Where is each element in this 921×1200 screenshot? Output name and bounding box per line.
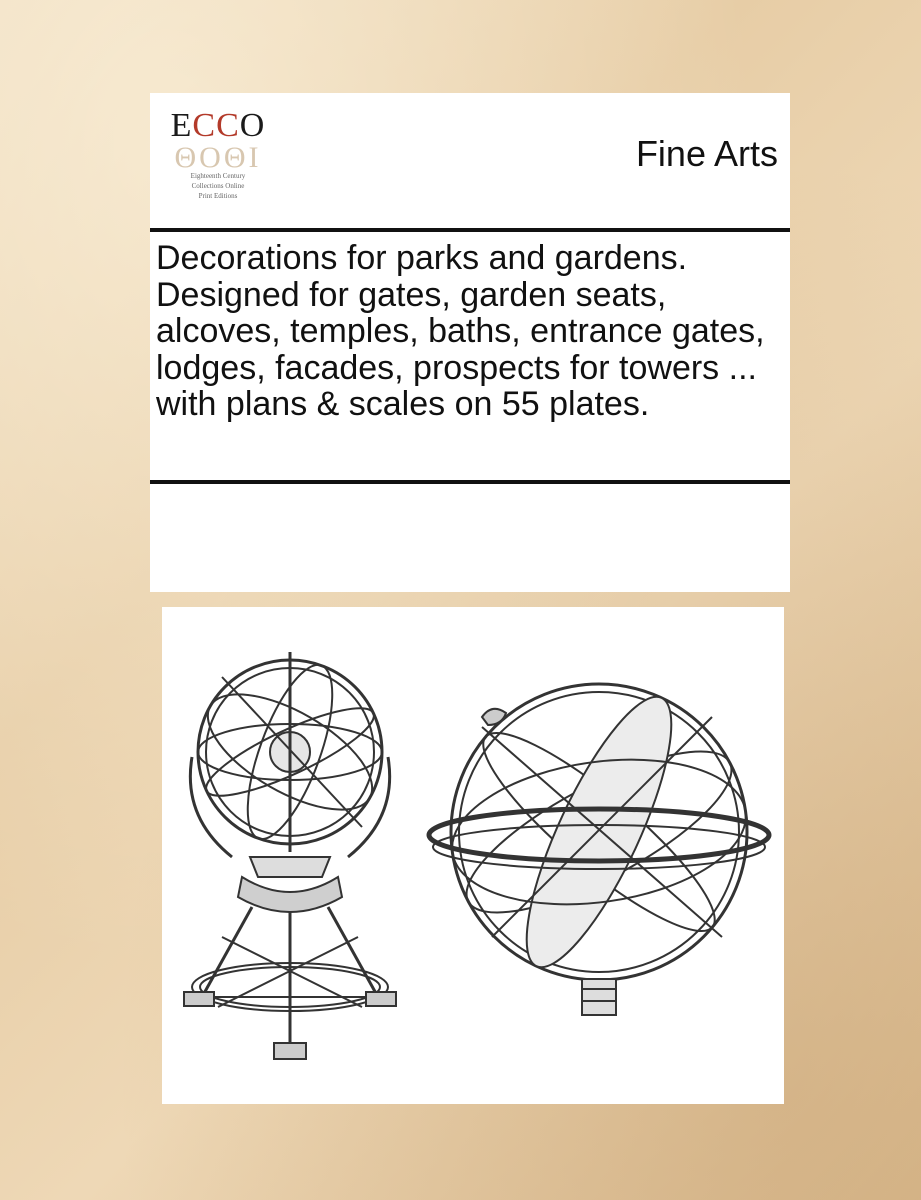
ecco-logo — [168, 107, 268, 217]
title-panel — [150, 232, 790, 480]
logo-line-3: Print Editions — [198, 192, 238, 200]
left-armillary-sphere — [184, 652, 396, 1059]
logo-wordmark — [168, 107, 268, 145]
header-panel — [150, 93, 790, 228]
logo-line-1: Eighteenth Century — [190, 172, 246, 180]
imprint-label: Fine Arts — [635, 133, 778, 174]
blank-panel — [150, 484, 790, 592]
logo-letter-e: E — [170, 107, 193, 144]
logo-letters-cc: CC — [192, 107, 240, 144]
logo-ghost-letters: ΘΟΘΙ — [174, 141, 262, 174]
armillary-spheres-engraving — [162, 607, 784, 1104]
book-title: Decorations for parks and gardens. Designed for gates, garden seats, alcoves, temples, baths, entrance gates, lodges, facades, prospects for towers ... with plans & scales on 55 plates. — [156, 239, 765, 423]
right-armillary-sphere — [429, 681, 769, 1015]
logo-letter-o: O — [239, 107, 266, 144]
logo-line-2: Collections Online — [191, 182, 245, 190]
illustration-panel — [162, 607, 784, 1104]
